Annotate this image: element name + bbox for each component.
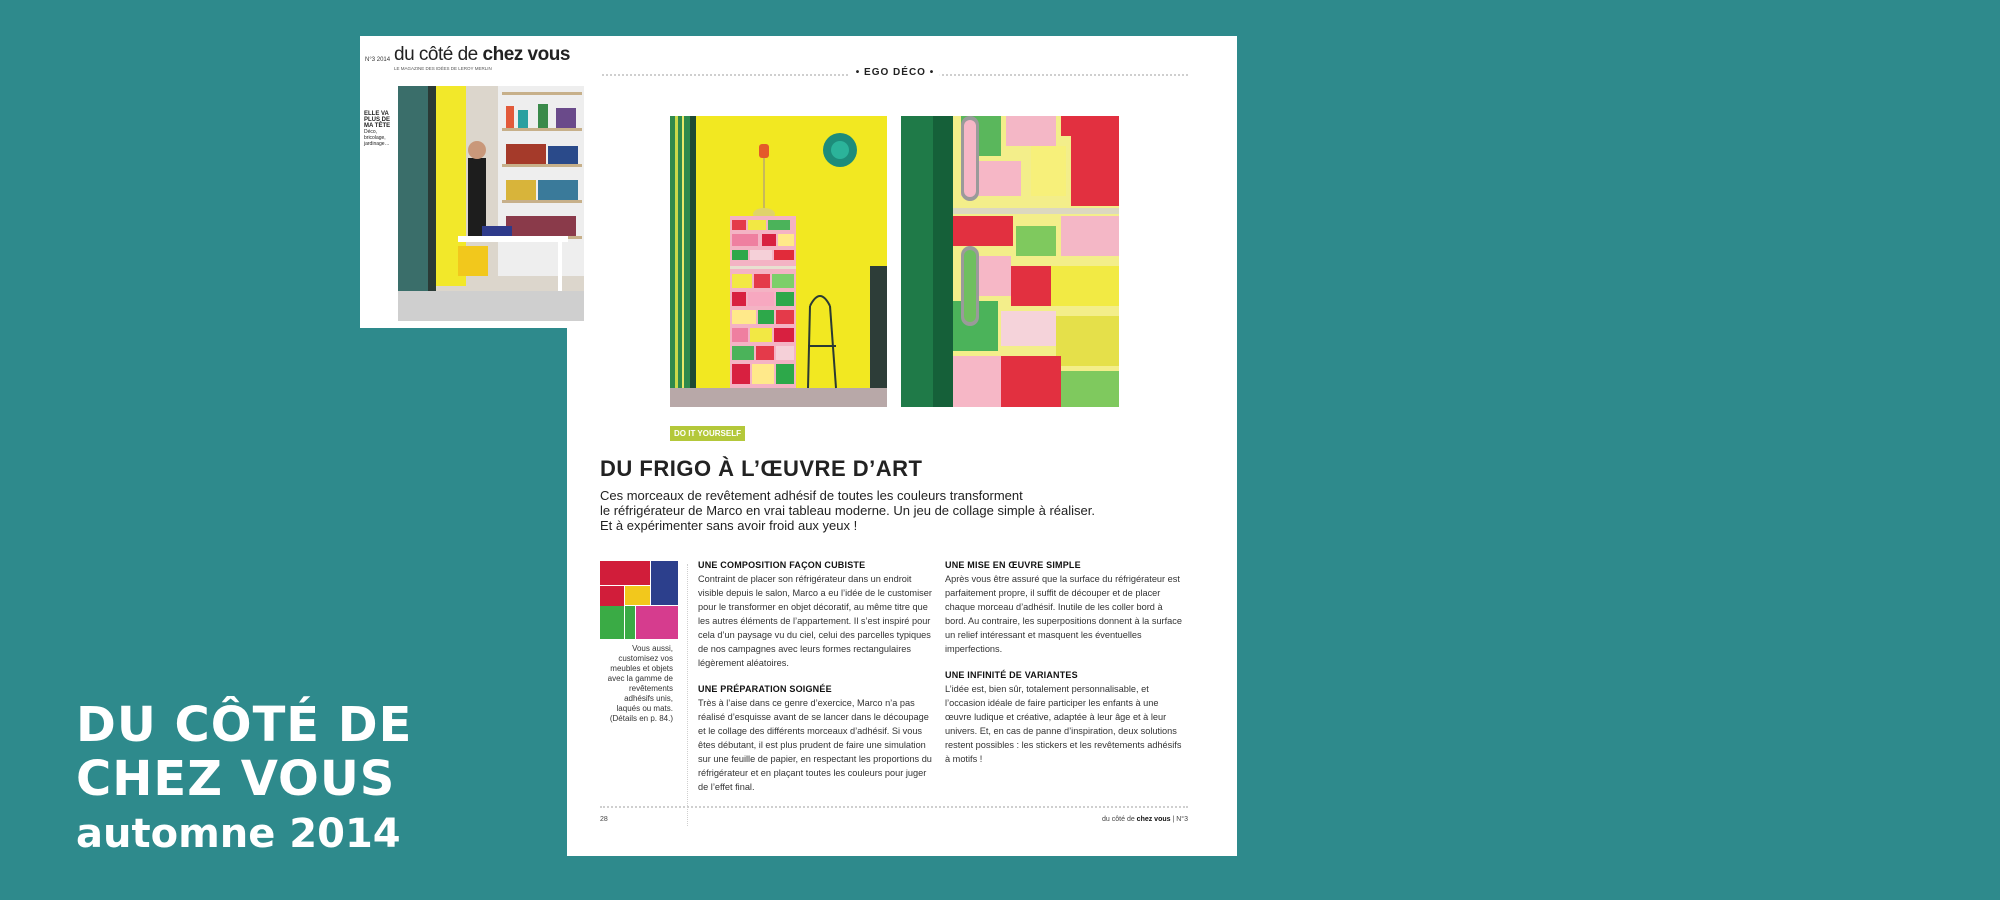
section-heading: UNE COMPOSITION FAÇON CUBISTE [698, 560, 866, 570]
section-body: Très à l’aise dans ce genre d’exercice, Marco n’a pas réalisé d’esquisse avant de se lancer dans le découpage et le collage des différents morceaux d’adhésif. Si vous êtes débutant, il est plus prudent de faire une simulation sur une feuille de papier, en respectant les proportions du réfrigérateur et en plaçant toutes les couleurs pour juger de l’effet final. [698, 698, 932, 792]
caption-line-3: automne 2014 [76, 811, 401, 857]
cover-mast-bold: chez vous [482, 44, 570, 65]
article-title: DU FRIGO À L’ŒUVRE D’ART [600, 456, 923, 481]
lede-line: Et à expérimenter sans avoir froid aux yeux ! [600, 518, 858, 533]
lede-line: le réfrigérateur de Marco en vrai tableau moderne. Un jeu de collage simple à réaliser. [600, 503, 1095, 518]
rubric-line [602, 67, 1188, 86]
section-body: Après vous être assuré que la surface du réfrigérateur est parfaitement propre, il suffit de découper et de placer chaque morceau d’adhésif. Inutile de les coller bord à bord. Au contraire, les superpositions donnent à la surface un relief intéressant et masquent les éventuelles imperfections. [945, 574, 1182, 654]
cover-headline [364, 111, 398, 147]
sidenote: Vous aussi, customisez vos meubles et objets avec la gamme de revêtements adhésifs unis, laqués ou mats. (Détails en p. 84.) [607, 644, 673, 723]
page-footer [600, 806, 1188, 823]
cover-subline: LE MAGAZINE DES IDÉES DE LEROY MERLIN [394, 66, 492, 71]
cover-headline-teaser: Déco, bricolage, jardinage… [364, 129, 390, 147]
rubric-label: • EGO DÉCO • [850, 67, 940, 78]
footer-magazine: du côté de chez vous | N°3 [1102, 816, 1188, 823]
section-heading: UNE MISE EN ŒUVRE SIMPLE [945, 560, 1081, 570]
section-body: Contraint de placer son réfrigérateur dans un endroit visible depuis le salon, Marco a eu l’idée de le customiser pour le transformer en objet décoratif, au même titre que les autres éléments de l’appartement. Il s’est inspiré pour cela d’un paysage vu du ciel, celui des parcelles typiques de nos campagnes avec leurs formes rectangulaires légèrement aléatoires. [698, 574, 932, 668]
cover-date: N°3 2014 [365, 57, 391, 63]
text-column-right [945, 558, 1185, 778]
column-divider [687, 564, 688, 826]
page-number: 28 [600, 816, 608, 823]
article-lede [600, 488, 1200, 533]
magazine-page [567, 36, 1237, 856]
fridge-photo-closeup [901, 116, 1119, 407]
color-swatch-illustration [600, 561, 678, 639]
category-tag: DO IT YOURSELF [670, 426, 745, 441]
section-heading: UNE PRÉPARATION SOIGNÉE [698, 684, 832, 694]
footer-issue: N°3 [1176, 816, 1188, 823]
footer-mag-light: du côté de [1102, 816, 1137, 823]
text-column-left [698, 558, 934, 806]
caption-line-2: CHEZ VOUS [76, 751, 396, 807]
cover-mast-light: du côté de [394, 44, 483, 65]
fridge-photo-full [670, 116, 887, 407]
section-body: L’idée est, bien sûr, totalement personnalisable, et l’occasion idéale de faire participer les enfants à une œuvre ludique et créative, adaptée à leur âge et à leur univers. Et, en cas de panne d’inspiration, deux solutions restent possibles : les stickers et les revêtements adhésifs à motifs ! [945, 684, 1182, 764]
cover-headline-title: ELLE VA PLUS DE MA TÊTE [364, 111, 391, 129]
cover-photo [398, 86, 584, 321]
caption [76, 698, 412, 860]
section-heading: UNE INFINITÉ DE VARIANTES [945, 670, 1078, 680]
caption-line-1: DU CÔTÉ DE [76, 697, 413, 753]
magazine-cover [360, 36, 584, 328]
lede-line: Ces morceaux de revêtement adhésif de toutes les couleurs transforment [600, 488, 1023, 503]
cover-masthead [394, 44, 570, 66]
footer-mag-bold: chez vous [1136, 816, 1171, 823]
